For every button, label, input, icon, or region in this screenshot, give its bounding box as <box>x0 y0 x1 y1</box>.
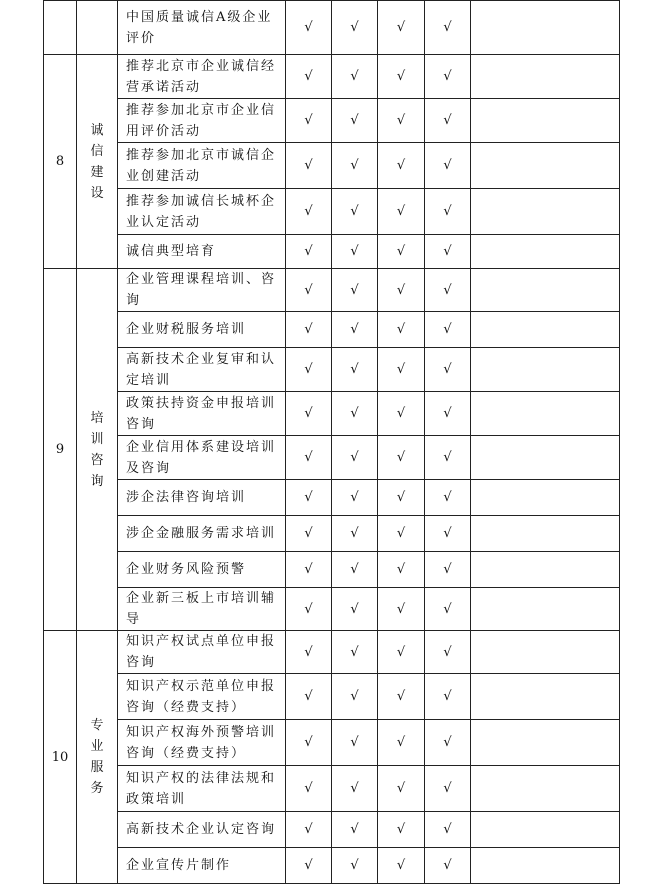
service-item-label: 政策扶持资金申报培训咨询 <box>118 392 286 436</box>
check-mark-2: √ <box>332 674 378 720</box>
service-item-label: 企业财务风险预警 <box>118 552 286 588</box>
check-mark-1: √ <box>286 480 332 516</box>
check-mark-4: √ <box>425 588 471 631</box>
remarks-cell <box>471 189 620 235</box>
check-mark-4: √ <box>425 436 471 480</box>
group-number: 9 <box>44 269 77 631</box>
table-row <box>44 269 620 312</box>
check-mark-1: √ <box>286 143 332 189</box>
check-mark-3: √ <box>378 588 425 631</box>
service-item-label: 推荐参加北京市企业信用评价活动 <box>118 99 286 143</box>
service-item-label: 企业新三板上市培训辅导 <box>118 588 286 631</box>
check-mark-1: √ <box>286 99 332 143</box>
check-mark-1: √ <box>286 436 332 480</box>
check-mark-3: √ <box>378 674 425 720</box>
check-mark-4: √ <box>425 99 471 143</box>
check-mark-1: √ <box>286 720 332 766</box>
check-mark-1: √ <box>286 312 332 348</box>
service-item-label: 推荐北京市企业诚信经营承诺活动 <box>118 55 286 99</box>
service-item-label: 企业宣传片制作 <box>118 848 286 884</box>
check-mark-1: √ <box>286 189 332 235</box>
check-mark-2: √ <box>332 848 378 884</box>
remarks-cell <box>471 99 620 143</box>
service-item-label: 企业信用体系建设培训及咨询 <box>118 436 286 480</box>
check-mark-4: √ <box>425 269 471 312</box>
remarks-cell <box>471 235 620 269</box>
service-item-label: 涉企金融服务需求培训 <box>118 516 286 552</box>
table-row <box>44 436 620 480</box>
remarks-cell <box>471 55 620 99</box>
group-number: 8 <box>44 55 77 269</box>
check-mark-3: √ <box>378 848 425 884</box>
check-mark-4: √ <box>425 480 471 516</box>
service-item-label: 高新技术企业复审和认定培训 <box>118 348 286 392</box>
check-mark-1: √ <box>286 848 332 884</box>
check-mark-3: √ <box>378 269 425 312</box>
check-mark-4: √ <box>425 143 471 189</box>
table-row <box>44 1 620 55</box>
remarks-cell <box>471 674 620 720</box>
check-mark-2: √ <box>332 312 378 348</box>
table-row <box>44 674 620 720</box>
check-mark-3: √ <box>378 99 425 143</box>
check-mark-2: √ <box>332 235 378 269</box>
service-item-label: 高新技术企业认定咨询 <box>118 812 286 848</box>
group-category: 诚信建设 <box>77 55 118 269</box>
check-mark-1: √ <box>286 588 332 631</box>
table-row <box>44 480 620 516</box>
check-mark-2: √ <box>332 812 378 848</box>
check-mark-1: √ <box>286 235 332 269</box>
remarks-cell <box>471 588 620 631</box>
check-mark-2: √ <box>332 720 378 766</box>
service-item-label: 企业管理课程培训、咨询 <box>118 269 286 312</box>
check-mark-4: √ <box>425 674 471 720</box>
check-mark-1: √ <box>286 812 332 848</box>
service-item-label: 知识产权海外预警培训咨询（经费支持） <box>118 720 286 766</box>
check-mark-4: √ <box>425 189 471 235</box>
check-mark-3: √ <box>378 312 425 348</box>
table-body <box>44 1 620 884</box>
table-row <box>44 516 620 552</box>
check-mark-2: √ <box>332 99 378 143</box>
check-mark-2: √ <box>332 55 378 99</box>
remarks-cell <box>471 392 620 436</box>
check-mark-4: √ <box>425 631 471 674</box>
group-number <box>44 1 77 55</box>
table-row <box>44 766 620 812</box>
remarks-cell <box>471 720 620 766</box>
check-mark-1: √ <box>286 392 332 436</box>
remarks-cell <box>471 631 620 674</box>
check-mark-2: √ <box>332 766 378 812</box>
table-row <box>44 312 620 348</box>
check-mark-1: √ <box>286 516 332 552</box>
group-category: 培训咨询 <box>77 269 118 631</box>
service-item-label: 知识产权的法律法规和政策培训 <box>118 766 286 812</box>
check-mark-2: √ <box>332 516 378 552</box>
check-mark-1: √ <box>286 674 332 720</box>
check-mark-3: √ <box>378 348 425 392</box>
remarks-cell <box>471 436 620 480</box>
check-mark-3: √ <box>378 55 425 99</box>
table-row <box>44 588 620 631</box>
remarks-cell <box>471 269 620 312</box>
check-mark-4: √ <box>425 848 471 884</box>
check-mark-2: √ <box>332 588 378 631</box>
check-mark-4: √ <box>425 1 471 55</box>
service-item-label: 推荐参加诚信长城杯企业认定活动 <box>118 189 286 235</box>
check-mark-4: √ <box>425 766 471 812</box>
service-item-label: 知识产权试点单位申报咨询 <box>118 631 286 674</box>
table-row <box>44 55 620 99</box>
remarks-cell <box>471 480 620 516</box>
table-row <box>44 143 620 189</box>
table-row <box>44 189 620 235</box>
check-mark-4: √ <box>425 348 471 392</box>
check-mark-3: √ <box>378 436 425 480</box>
check-mark-4: √ <box>425 720 471 766</box>
group-category: 专业服务 <box>77 631 118 884</box>
remarks-cell <box>471 516 620 552</box>
table-row <box>44 631 620 674</box>
check-mark-1: √ <box>286 766 332 812</box>
check-mark-2: √ <box>332 631 378 674</box>
check-mark-3: √ <box>378 480 425 516</box>
check-mark-3: √ <box>378 766 425 812</box>
table-row <box>44 848 620 884</box>
check-mark-3: √ <box>378 392 425 436</box>
remarks-cell <box>471 312 620 348</box>
check-mark-1: √ <box>286 348 332 392</box>
table-row <box>44 392 620 436</box>
check-mark-1: √ <box>286 631 332 674</box>
check-mark-2: √ <box>332 480 378 516</box>
table-row <box>44 552 620 588</box>
table-row <box>44 99 620 143</box>
check-mark-3: √ <box>378 720 425 766</box>
table-row <box>44 720 620 766</box>
check-mark-4: √ <box>425 812 471 848</box>
check-mark-4: √ <box>425 312 471 348</box>
table-row <box>44 348 620 392</box>
check-mark-2: √ <box>332 189 378 235</box>
check-mark-2: √ <box>332 1 378 55</box>
check-mark-4: √ <box>425 55 471 99</box>
remarks-cell <box>471 766 620 812</box>
check-mark-2: √ <box>332 348 378 392</box>
service-item-label: 推荐参加北京市诚信企业创建活动 <box>118 143 286 189</box>
check-mark-3: √ <box>378 552 425 588</box>
check-mark-4: √ <box>425 235 471 269</box>
check-mark-3: √ <box>378 1 425 55</box>
check-mark-1: √ <box>286 55 332 99</box>
check-mark-3: √ <box>378 631 425 674</box>
group-category <box>77 1 118 55</box>
service-item-label: 涉企法律咨询培训 <box>118 480 286 516</box>
remarks-cell <box>471 1 620 55</box>
service-item-label: 知识产权示范单位申报咨询（经费支持） <box>118 674 286 720</box>
remarks-cell <box>471 348 620 392</box>
check-mark-2: √ <box>332 269 378 312</box>
check-mark-4: √ <box>425 516 471 552</box>
table-row <box>44 235 620 269</box>
check-mark-3: √ <box>378 235 425 269</box>
check-mark-3: √ <box>378 812 425 848</box>
check-mark-3: √ <box>378 516 425 552</box>
service-item-label: 中国质量诚信A级企业评价 <box>118 1 286 55</box>
service-item-label: 企业财税服务培训 <box>118 312 286 348</box>
check-mark-2: √ <box>332 436 378 480</box>
service-item-label: 诚信典型培育 <box>118 235 286 269</box>
check-mark-3: √ <box>378 189 425 235</box>
check-mark-2: √ <box>332 392 378 436</box>
check-mark-1: √ <box>286 552 332 588</box>
remarks-cell <box>471 848 620 884</box>
remarks-cell <box>471 812 620 848</box>
check-mark-4: √ <box>425 392 471 436</box>
remarks-cell <box>471 552 620 588</box>
service-table <box>43 0 620 884</box>
check-mark-2: √ <box>332 143 378 189</box>
check-mark-1: √ <box>286 1 332 55</box>
remarks-cell <box>471 143 620 189</box>
group-number: 10 <box>44 631 77 884</box>
table-row <box>44 812 620 848</box>
check-mark-2: √ <box>332 552 378 588</box>
check-mark-3: √ <box>378 143 425 189</box>
check-mark-1: √ <box>286 269 332 312</box>
check-mark-4: √ <box>425 552 471 588</box>
